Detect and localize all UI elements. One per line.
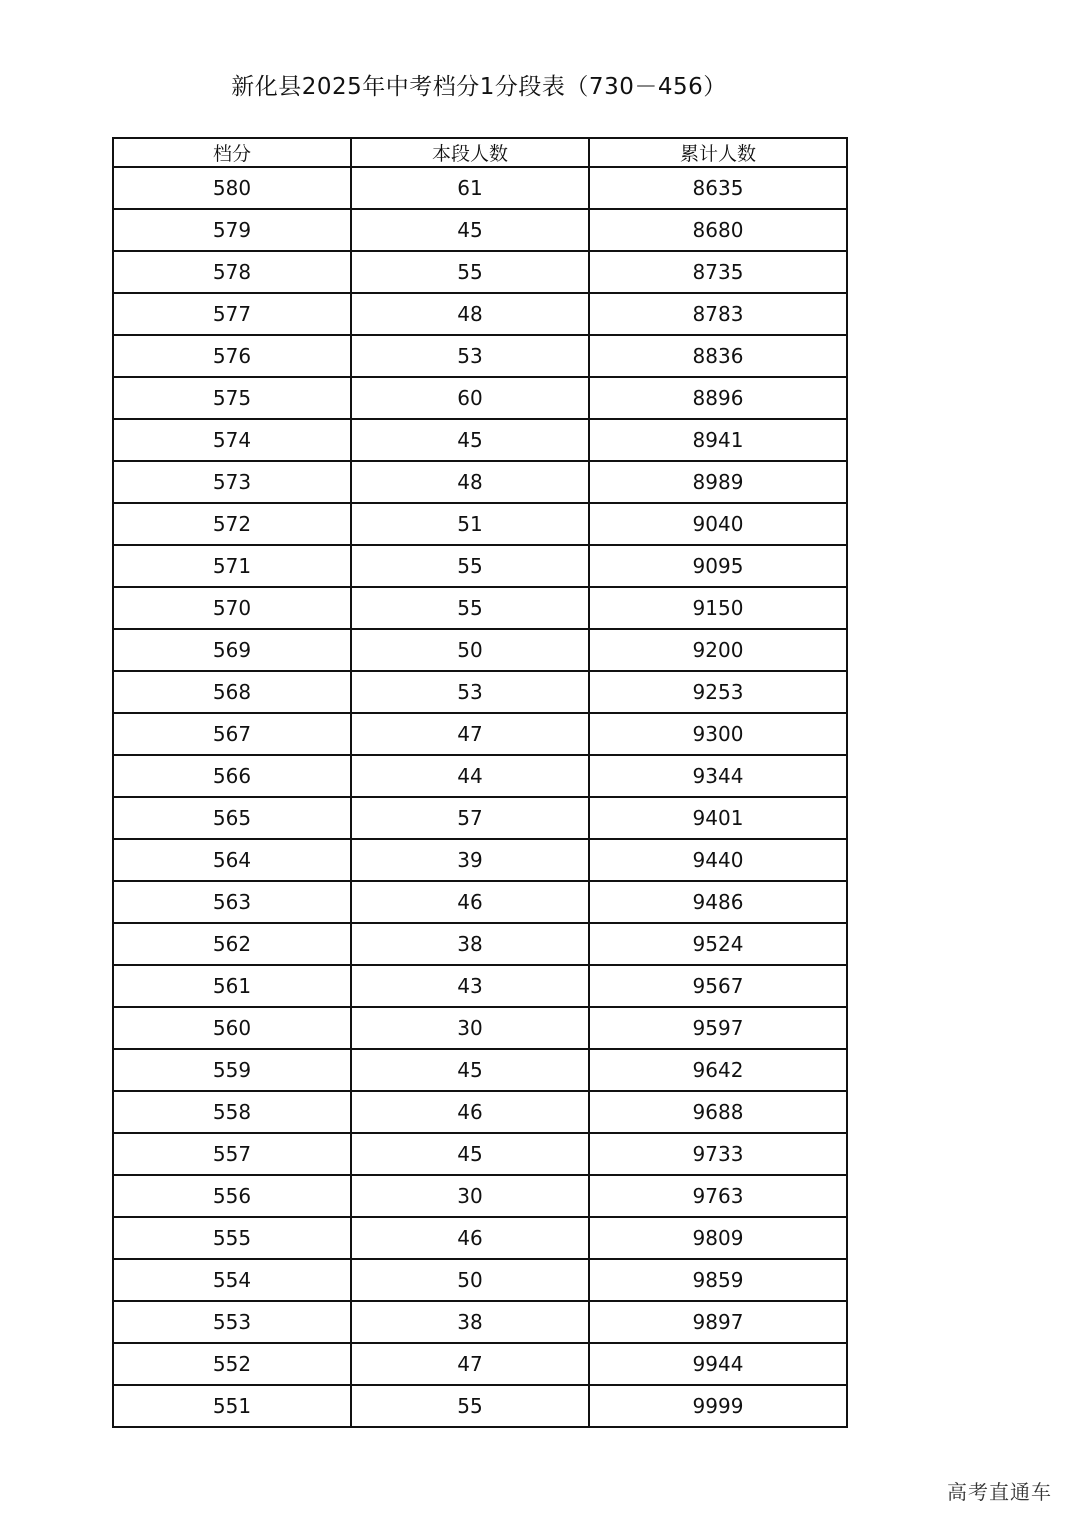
cell-score: 571 (113, 545, 351, 587)
cell-cumulative-count: 8941 (589, 419, 847, 461)
watermark: 高考直通车 (947, 1480, 1052, 1504)
table-row (113, 1007, 847, 1049)
cell-cumulative-count: 9440 (589, 839, 847, 881)
cell-score: 560 (113, 1007, 351, 1049)
table-row (113, 377, 847, 419)
table-row (113, 671, 847, 713)
cell-cumulative-count: 8783 (589, 293, 847, 335)
cell-segment-count: 55 (351, 545, 589, 587)
cell-segment-count: 55 (351, 1385, 589, 1427)
cell-cumulative-count: 8836 (589, 335, 847, 377)
cell-score: 579 (113, 209, 351, 251)
cell-score: 574 (113, 419, 351, 461)
cell-segment-count: 46 (351, 1091, 589, 1133)
table-row (113, 587, 847, 629)
cell-cumulative-count: 9040 (589, 503, 847, 545)
table-row (113, 1133, 847, 1175)
table-row (113, 1217, 847, 1259)
cell-cumulative-count: 9486 (589, 881, 847, 923)
cell-cumulative-count: 9095 (589, 545, 847, 587)
cell-score: 570 (113, 587, 351, 629)
cell-score: 555 (113, 1217, 351, 1259)
table-row (113, 1259, 847, 1301)
cell-segment-count: 50 (351, 629, 589, 671)
header-score: 档分 (113, 138, 351, 167)
cell-cumulative-count: 9688 (589, 1091, 847, 1133)
score-distribution-table (112, 137, 848, 1428)
cell-score: 554 (113, 1259, 351, 1301)
table-row (113, 1343, 847, 1385)
cell-cumulative-count: 9300 (589, 713, 847, 755)
cell-score: 551 (113, 1385, 351, 1427)
cell-cumulative-count: 9859 (589, 1259, 847, 1301)
cell-cumulative-count: 8989 (589, 461, 847, 503)
table-row (113, 965, 847, 1007)
cell-cumulative-count: 9401 (589, 797, 847, 839)
cell-score: 561 (113, 965, 351, 1007)
cell-score: 557 (113, 1133, 351, 1175)
cell-cumulative-count: 9524 (589, 923, 847, 965)
cell-segment-count: 45 (351, 1133, 589, 1175)
cell-score: 553 (113, 1301, 351, 1343)
table-row (113, 1301, 847, 1343)
cell-score: 572 (113, 503, 351, 545)
cell-segment-count: 47 (351, 1343, 589, 1385)
cell-score: 566 (113, 755, 351, 797)
cell-segment-count: 48 (351, 293, 589, 335)
cell-cumulative-count: 9642 (589, 1049, 847, 1091)
cell-cumulative-count: 9597 (589, 1007, 847, 1049)
table-row (113, 923, 847, 965)
table-row (113, 1175, 847, 1217)
cell-score: 552 (113, 1343, 351, 1385)
table-row (113, 503, 847, 545)
cell-cumulative-count: 9567 (589, 965, 847, 1007)
cell-segment-count: 38 (351, 923, 589, 965)
cell-score: 556 (113, 1175, 351, 1217)
cell-segment-count: 57 (351, 797, 589, 839)
table-header-row (113, 138, 847, 167)
cell-score: 573 (113, 461, 351, 503)
table-row (113, 1385, 847, 1427)
table-row (113, 293, 847, 335)
cell-cumulative-count: 9763 (589, 1175, 847, 1217)
cell-segment-count: 38 (351, 1301, 589, 1343)
cell-segment-count: 60 (351, 377, 589, 419)
cell-cumulative-count: 9809 (589, 1217, 847, 1259)
header-cumulative-count: 累计人数 (589, 138, 847, 167)
cell-score: 577 (113, 293, 351, 335)
cell-cumulative-count: 8635 (589, 167, 847, 209)
table-row (113, 797, 847, 839)
cell-cumulative-count: 9253 (589, 671, 847, 713)
cell-score: 559 (113, 1049, 351, 1091)
cell-score: 564 (113, 839, 351, 881)
cell-segment-count: 44 (351, 755, 589, 797)
table-row (113, 629, 847, 671)
table-row (113, 1049, 847, 1091)
table-row (113, 881, 847, 923)
cell-cumulative-count: 9944 (589, 1343, 847, 1385)
cell-segment-count: 45 (351, 209, 589, 251)
table-row (113, 545, 847, 587)
table-row (113, 1091, 847, 1133)
table-row (113, 839, 847, 881)
cell-segment-count: 55 (351, 587, 589, 629)
cell-score: 558 (113, 1091, 351, 1133)
cell-score: 563 (113, 881, 351, 923)
header-segment-count: 本段人数 (351, 138, 589, 167)
cell-cumulative-count: 9344 (589, 755, 847, 797)
table-row (113, 461, 847, 503)
cell-segment-count: 43 (351, 965, 589, 1007)
document-title: 新化县2025年中考档分1分段表（730－456） (231, 74, 727, 100)
cell-score: 565 (113, 797, 351, 839)
table-row (113, 419, 847, 461)
table-row (113, 755, 847, 797)
cell-score: 576 (113, 335, 351, 377)
cell-segment-count: 53 (351, 671, 589, 713)
cell-score: 562 (113, 923, 351, 965)
cell-segment-count: 50 (351, 1259, 589, 1301)
cell-segment-count: 53 (351, 335, 589, 377)
cell-cumulative-count: 8896 (589, 377, 847, 419)
cell-segment-count: 45 (351, 419, 589, 461)
cell-segment-count: 61 (351, 167, 589, 209)
cell-segment-count: 45 (351, 1049, 589, 1091)
cell-segment-count: 30 (351, 1007, 589, 1049)
cell-segment-count: 46 (351, 881, 589, 923)
cell-cumulative-count: 9733 (589, 1133, 847, 1175)
cell-score: 580 (113, 167, 351, 209)
cell-cumulative-count: 9150 (589, 587, 847, 629)
cell-segment-count: 39 (351, 839, 589, 881)
cell-score: 575 (113, 377, 351, 419)
table-body (113, 167, 847, 1427)
cell-score: 569 (113, 629, 351, 671)
table-row (113, 713, 847, 755)
cell-cumulative-count: 8680 (589, 209, 847, 251)
table-row (113, 209, 847, 251)
cell-cumulative-count: 9999 (589, 1385, 847, 1427)
table-row (113, 167, 847, 209)
cell-cumulative-count: 9897 (589, 1301, 847, 1343)
cell-segment-count: 51 (351, 503, 589, 545)
cell-segment-count: 55 (351, 251, 589, 293)
cell-segment-count: 30 (351, 1175, 589, 1217)
cell-cumulative-count: 9200 (589, 629, 847, 671)
cell-segment-count: 48 (351, 461, 589, 503)
table-row (113, 251, 847, 293)
cell-segment-count: 46 (351, 1217, 589, 1259)
cell-cumulative-count: 8735 (589, 251, 847, 293)
cell-score: 567 (113, 713, 351, 755)
cell-score: 568 (113, 671, 351, 713)
cell-score: 578 (113, 251, 351, 293)
table-row (113, 335, 847, 377)
cell-segment-count: 47 (351, 713, 589, 755)
